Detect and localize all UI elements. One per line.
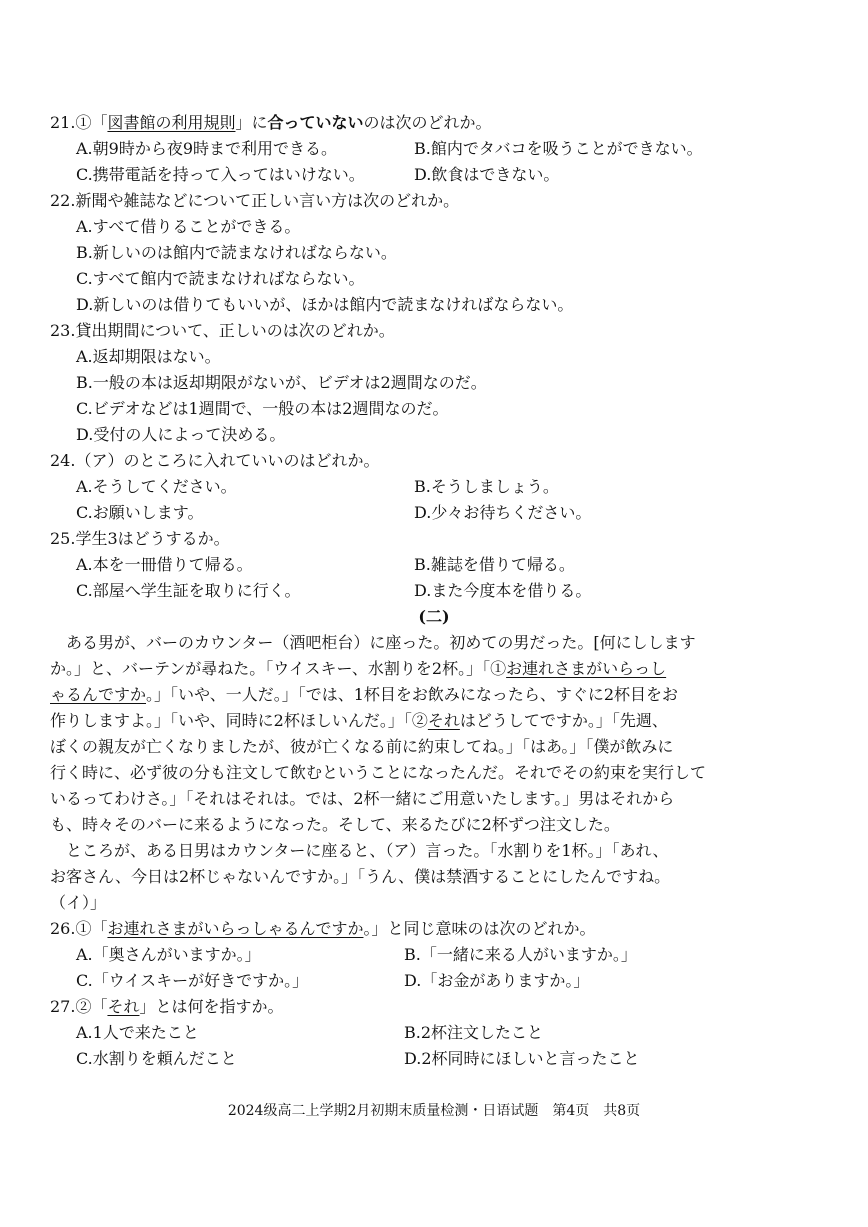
q24-option-b: B.そうしましょう。	[414, 477, 559, 496]
q23-option-c: C.ビデオなどは1週間で、一般の本は2週間なのだ。	[76, 399, 449, 418]
passage-line-8: も、時々そのバーに来るようになった。そして、来るたびに2杯ずつ注文した。	[50, 815, 620, 834]
section-title: (二)	[418, 607, 450, 626]
passage-line-4	[50, 708, 668, 734]
question-23-stem: 23.貸出期間について、正しいのは次のどれか。	[50, 321, 395, 340]
q22-option-b: B.新しいのは館内で読まなければならない。	[76, 243, 397, 262]
q27-option-b: B.2杯注文したこと	[404, 1023, 544, 1042]
passage-line-5: ぼくの親友が亡くなりましたが、彼が亡くなる前に約束してね。」「はあ。」「僕が飲みに	[50, 737, 674, 756]
q26-option-d: D.「お金がありますか。」	[404, 971, 590, 990]
q26-suffix: 。」と同じ意味のは次のどれか。	[363, 919, 596, 938]
question-26-stem	[50, 916, 595, 942]
passage-line-3-text: 。」「いや、一人だ。」「では、1杯目をお飲みになったら、すぐに2杯目をお	[146, 685, 679, 704]
q25-option-b: B.雑誌を借りて帰る。	[414, 555, 575, 574]
q21-suffix: のは次のどれか。	[363, 113, 492, 132]
q21-prefix: 21.①「	[50, 113, 108, 132]
q22-option-c: C.すべて館内で読まなければならない。	[76, 269, 365, 288]
passage-line-3	[50, 682, 678, 708]
passage-underline-1a: お連れさまがいらっし	[506, 659, 667, 678]
passage-line-2	[50, 656, 666, 682]
q21-mid: 」に	[235, 113, 268, 132]
q26-option-a: A.「奥さんがいますか。」	[76, 945, 261, 964]
question-25-stem: 25.学生3はどうするか。	[50, 529, 230, 548]
q21-option-d: D.飲食はできない。	[414, 165, 560, 184]
q27-option-d: D.2杯同時にほしいと言ったこと	[404, 1049, 640, 1068]
q26-reference: お連れさまがいらっしゃるんですか	[107, 919, 364, 938]
passage-line-2-text: か。」と、バーテンが尋ねた。「ウイスキー、水割りを2杯。」「①	[50, 659, 507, 678]
question-24-stem: 24.（ア）のところに入れていいのはどれか。	[50, 451, 380, 470]
q24-option-a: A.そうしてください。	[76, 477, 237, 496]
passage-underline-1b: ゃるんですか	[50, 685, 147, 704]
q24-option-d: D.少々お待ちください。	[414, 503, 592, 522]
q27-option-a: A.1人で来たこと	[76, 1023, 199, 1042]
q25-option-c: C.部屋へ学生証を取りに行く。	[76, 581, 301, 600]
passage-line-1: ある男が、バーのカウンター（酒吧柜台）に座った。初めての男だった。[何にしします	[66, 633, 696, 652]
q21-option-b: B.館内でタバコを吸うことができない。	[414, 139, 703, 158]
q27-suffix: 」とは何を指すか。	[139, 997, 284, 1016]
question-27-stem	[50, 994, 283, 1020]
passage-line-6: 行く時に、必ず彼の分も注文して飲むということになったんだ。それでその約束を実行して	[50, 763, 707, 782]
q22-option-a: A.すべて借りることができる。	[76, 217, 301, 236]
q27-prefix: 27.②「	[50, 997, 108, 1016]
passage-line-7: いるってわけさ。」「それはそれは。では、2杯一緒にご用意いたします。」男はそれから	[50, 789, 675, 808]
page-footer: 2024级高二上学期2月初期末质量检测・日语试题 第4页 共8页	[227, 1103, 641, 1119]
q26-option-c: C.「ウイスキーが好きですか。」	[76, 971, 309, 990]
q25-option-d: D.また今度本を借りる。	[414, 581, 592, 600]
passage-line-9: ところが、ある日男はカウンターに座ると、（ア）言った。「水割りを1杯。」「あれ、	[66, 841, 669, 860]
q21-option-c: C.携帯電話を持って入ってはいけない。	[76, 165, 365, 184]
passage-underline-2: それ	[427, 711, 460, 730]
q26-option-b: B.「一緒に来る人がいますか。」	[404, 945, 637, 964]
passage-line-4-text-b: はどうしてですか。」「先週、	[459, 711, 668, 730]
q26-prefix: 26.①「	[50, 919, 108, 938]
q21-emphasis: 合っていない	[267, 113, 364, 132]
q23-option-b: B.一般の本は返却期限がないが、ビデオは2週間なのだ。	[76, 373, 487, 392]
passage-line-10: お客さん、今日は2杯じゃないんですか。」「うん、僕は禁酒することにしたんですね。	[50, 867, 671, 886]
q21-reference: 図書館の利用規則	[107, 113, 236, 132]
q21-option-a: A.朝9時から夜9時まで利用できる。	[76, 139, 338, 158]
q22-option-d: D.新しいのは借りてもいいが、ほかは館内で読まなければならない。	[76, 295, 574, 314]
passage-line-11: （イ）」	[50, 893, 107, 912]
q24-option-c: C.お願いします。	[76, 503, 204, 522]
question-22-stem: 22.新聞や雑誌などについて正しい言い方は次のどれか。	[50, 191, 460, 210]
q27-reference: それ	[107, 997, 140, 1016]
passage-line-4-text-a: 作りしますよ。」「いや、同時に2杯ほしいんだ。」「②	[50, 711, 428, 730]
q25-option-a: A.本を一冊借りて帰る。	[76, 555, 253, 574]
q23-option-a: A.返却期限はない。	[76, 347, 221, 366]
q23-option-d: D.受付の人によって決める。	[76, 425, 286, 444]
question-21-stem	[50, 110, 492, 136]
q27-option-c: C.水割りを頼んだこと	[76, 1049, 237, 1068]
